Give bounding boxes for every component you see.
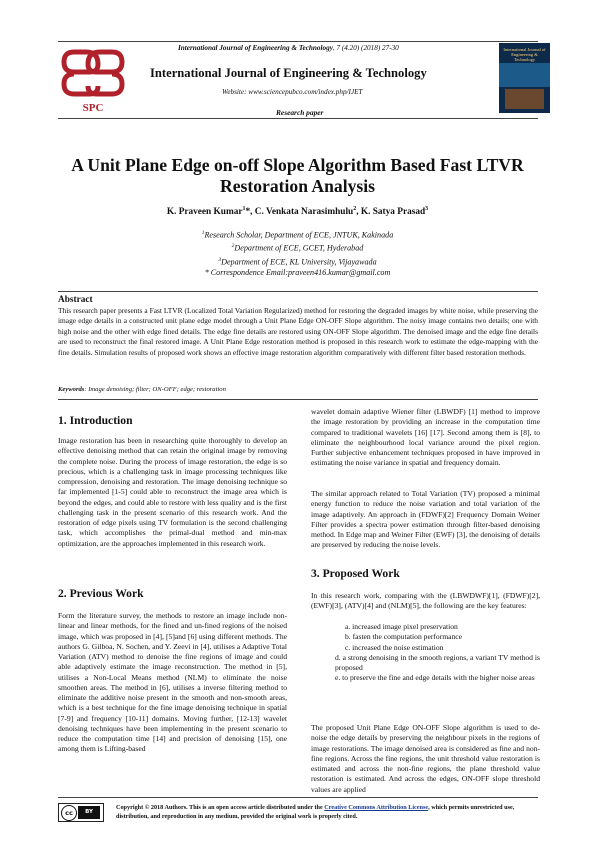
author-name: K. Praveen Kumar <box>166 207 243 218</box>
license-link[interactable]: Creative Commons Attribution License <box>324 804 429 811</box>
proposed-work-text: The proposed Unit Plane Edge ON-OFF Slope algorithm is used to de-noise the edge details by preserving the neighbour pixels in the regions of image restorations. The image denoised area is considered as fine and non-fine regions. Across the fine regions, the unit threshold value restoration is estimated and across the non-fine regions, the plane threshold value restoration is estimated. And across the edges, ON-OFF slope threshold values are applied <box>311 723 540 794</box>
journal-cover-thumbnail <box>499 43 550 113</box>
section-heading-previous-work: 2. Previous Work <box>58 587 144 600</box>
cover-text: International Journal of Engineering & Technology <box>503 47 546 62</box>
header-rule-bottom <box>58 118 538 119</box>
affiliation-item: $^3$Department of ECE, KL University, Vijayawada <box>218 256 377 267</box>
proposed-work-intro: In this research work, comparing with the (LBWDWF)[1], (FDWF)[2], (EWF)[3], (ATV)[4] and (NLM)[5], the following are the key features: <box>311 591 540 611</box>
abstract-rule-bottom <box>58 399 538 400</box>
abstract-text: This research paper presents a Fast LTVR (Localized Total Variation Regularized) method for restoring the degraded images by white noise, while preserving the image edge details in a constructed unit plane edge model through a Unit Plane Edge ON-OFF Slope algorithm. The noisy image contains two details; one with high noise and the other with edge fined details. The edge fine details are restored using ON-OFF Slope algorithm. The denoised image and the edge fine details are used to reconstruct the final restored image. A Unit Plane Edge restoration method is proposed in this research work to estimate the edge-mapping with the fine details. Simulation results of proposed work shows an effective image restoration algorithm comparatively with different filter based restoration methods. <box>58 306 538 357</box>
paper-type: Research paper <box>276 108 324 117</box>
right-column-paragraph-1: wavelet domain adaptive Wiener filter (LBWDF) [1] method to improve the image restoration by providing an increase in the computation time compared to traditional wavelets [16] [17]. Second among them is [8], to eliminate the neighbourhood local variance around the pixel region. Further subjective enhancement techniques proposed in have improved in estimating the noise variance in spatial and frequency domain. <box>311 407 540 468</box>
abstract-heading: Abstract <box>58 295 93 305</box>
footer-rule <box>58 797 538 798</box>
logo-text: SPC <box>82 102 104 114</box>
list-item: c. increased the noise estimation <box>345 642 444 652</box>
keywords: Keywords: Image denoising; filter; ON-OFF; edge; restoration <box>58 386 226 393</box>
author-list: K. Praveen Kumar$^1$*, C. Venkata Narasimhulu$^2$, K. Satya Prasad$^3$ <box>166 206 429 218</box>
list-item: d. a strong denoising in the smooth regions, a variant TV method is proposed <box>335 652 540 672</box>
spc-logo <box>60 44 126 116</box>
citation-line: International Journal of Engineering & Technology, 7 (4.20) (2018) 27-30 <box>178 44 399 52</box>
paper-title: A Unit Plane Edge on-off Slope Algorithm Based Fast LTVR Restoration Analysis <box>71 155 524 196</box>
author-name: C. Venkata Narasimhulu <box>254 207 354 218</box>
key-features-list <box>311 622 540 684</box>
correspondence-email: * Correspondence Email:praveen416.kumar@gmail.com <box>204 267 391 277</box>
author-name: K. Satya Prasad <box>360 207 426 218</box>
journal-website: Website: www.sciencepubco.com/index.php/IJET <box>222 88 363 96</box>
section-heading-proposed-work: 3. Proposed Work <box>311 567 400 580</box>
previous-work-text: Form the literature survey, the methods to restore an image include non-linear and linear methods, for the fined and un-fined regions of the noised image, which was proposed in [4], [5]and [6] using different methods. The authors G. Gilboa, N. Sochen, and Y. Zeevi in [4], utilises a Adaptive Total Variation (ATV) method to denoise the fine regions of image and could able adaptively estimate the image reconstruction. The method in [5], utilises a Non-Local Means method (NLM) to eliminate the noise smoothen areas. The method in [6], utilises a inverse filtering method to eliminate the additive noise present in the smooth and non-smooth areas, which is a best technique for the fine image denoising technique in spatial [7-9] and frequency [10-11] domains. Moving further, [12-13] wavelet denoising techniques have been implementing in the present scenario to reduce the computation time [14] and precision of denoising [15], one among them is Lifting-based <box>58 611 287 754</box>
affiliation-item: $^2$Department of ECE, GCET, Hyderabad <box>231 243 364 253</box>
introduction-text: Image restoration has been in researching quite thoroughly to develop an effective denoising method that can retain the original image by removing the complete noise. During the process of image restoration, the edge is so precious, which is a challenging task in image processing techniques like compression, denoising and restoration. The image denoising technique so far implemented [1-5] could able to reconstruct the image area which is beyond the edges, and could able to restore with less quality and is the first challenging task in the present scenario of this research work. And the restoration of edge pixels using TV formulation is the second challenging task, which accomplishes the primal-dual method and min-max optimization, are the approaches implemented in this research work. <box>58 436 287 548</box>
journal-name: International Journal of Engineering & Technology <box>150 66 427 80</box>
keywords-label: Keywords <box>58 386 85 393</box>
copyright-notice: Copyright © 2018 Authors. This is an open access article distributed under the Creative Commons Attribution License, which permits unrestricted use, distribution, and reproduction in any medium, provided the original work is properly cited. <box>116 804 515 820</box>
affiliation-item: $^1$Research Scholar, Department of ECE, JNTUK, Kakinada <box>201 230 394 240</box>
cc-by-license-badge[interactable] <box>58 803 104 822</box>
header-rule-top <box>58 41 538 42</box>
section-heading-introduction: 1. Introduction <box>58 414 133 427</box>
list-item: e. to preserve the fine and edge details with the higher noise areas <box>335 673 535 683</box>
right-column-paragraph-2: The similar approach related to Total Variation (TV) proposed a minimal energy function to reduce the noise variation and total variation of the image adaptively. An approach in (FDWF)[2] Frequency Domain Weiner Filter provides a spectra power estimation through filter-based denoising method. In Edge map and Weiner Filter (EWF) [3], the denoising of details are preserved by reducing the noise levels. <box>311 489 540 550</box>
attribution-icon: BY <box>78 806 100 819</box>
abstract-rule-top <box>58 291 538 292</box>
affiliations <box>60 228 535 278</box>
list-item: b. fasten the computation performance <box>345 632 463 642</box>
creative-commons-icon: cc <box>61 805 77 821</box>
list-item: a. increased image pixel preservation <box>345 622 458 631</box>
